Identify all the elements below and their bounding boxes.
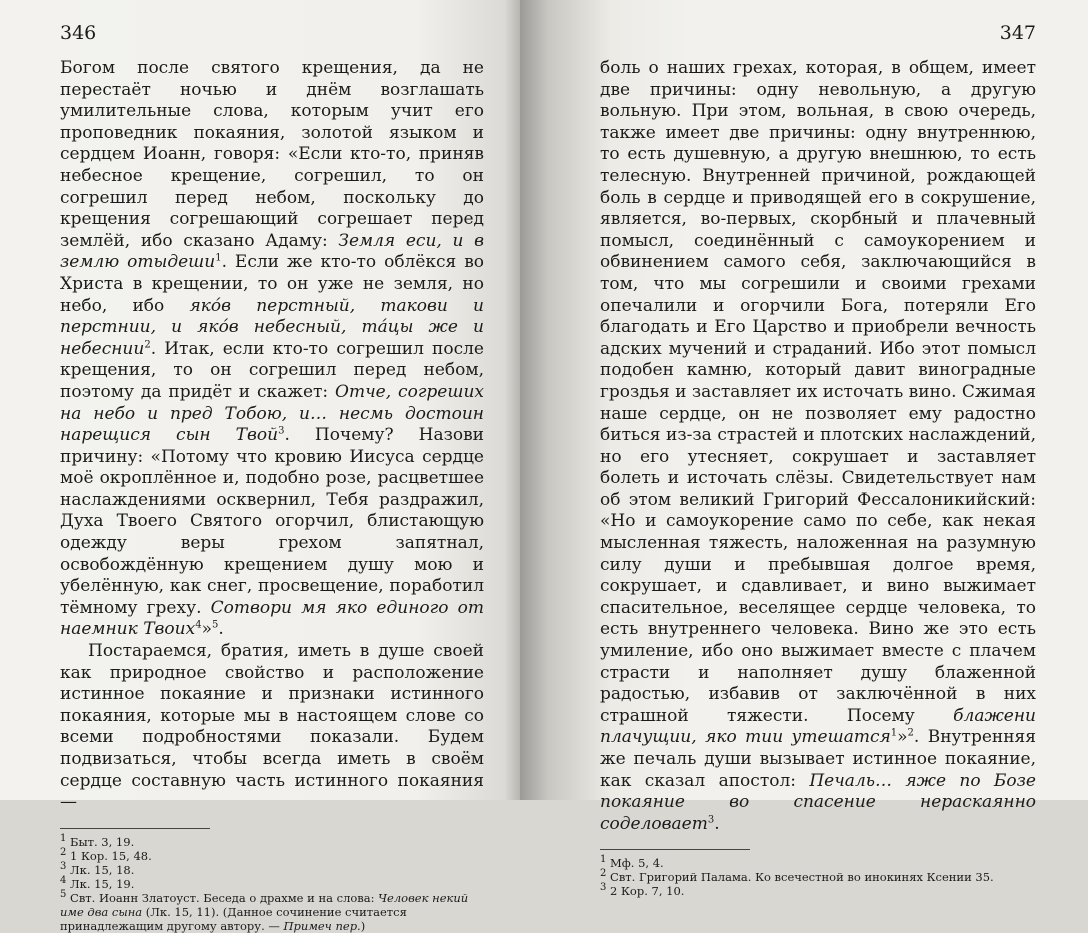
footnote-marker: 3 <box>278 425 285 437</box>
footnote-marker: 4 <box>195 619 202 631</box>
text-run: 2 Кор. 7, 10. <box>606 884 685 899</box>
text-run: » <box>897 727 908 748</box>
footnotes-right <box>600 856 1036 898</box>
italic-quote: Земля еси, и в землю отыдеши <box>60 230 484 273</box>
footnote-marker: 3 <box>707 814 715 826</box>
left-page <box>0 0 520 933</box>
text-run: Свт. Григорий Палама. Ко всечестной во инокинях Ксении 35. <box>606 870 994 885</box>
footnote-divider <box>60 828 210 829</box>
text-run: . <box>218 619 224 640</box>
footnote-marker: 4 <box>60 874 67 886</box>
page-number-left: 346 <box>60 22 97 44</box>
footnote-marker: 1 <box>215 252 222 264</box>
footnote <box>60 832 484 849</box>
footnote-marker: 2 <box>907 727 914 739</box>
text-run: . Внутренняя же печаль души вызывает истинное покаяние, как сказал апостол: <box>600 727 1037 791</box>
body-text-left <box>60 58 484 814</box>
italic-quote: яко́в перстный, такови и перстнии, и яко́в небесный, та́цы же и небеснии <box>60 295 484 359</box>
footnote <box>60 888 484 933</box>
text-run: Лк. 15, 19. <box>66 876 135 891</box>
italic-quote: Сотвори мя яко единого от наемник Твоих <box>60 597 484 640</box>
footnote <box>60 860 484 877</box>
text-run: Мф. 5, 4. <box>606 856 664 871</box>
footnote <box>600 856 1036 870</box>
footnote-marker: 1 <box>600 854 607 866</box>
footnote-marker: 1 <box>60 832 67 844</box>
text-run: ) <box>360 918 366 933</box>
text-run: » <box>201 619 212 640</box>
italic-quote: блажени плачущии, яко тии утешатся <box>600 705 1036 748</box>
italic-quote: Человек некий име два сына <box>60 890 469 919</box>
right-page <box>520 0 1088 899</box>
text-run: . Почему? Назови причину: «Потому что кровию Иисуса сердце моё окроплённое и, подобно розе, расцветшее наслаждениями осквернил, Тебя раздражил, Духа Твоего Святого огорчил, блистающую одежду веры грехом запятнал, освобождённую крещением душу мою и убелённую, как снег, просвещение, поработил тёмному греху. <box>60 425 484 618</box>
footnote-marker: 5 <box>60 888 67 900</box>
footnote <box>600 870 1036 884</box>
footnote-marker: 2 <box>60 846 67 858</box>
text-run: . Если же кто-то облёкся во Христа в крещении, то он уже не земля, но небо, ибо <box>60 252 484 316</box>
text-run: боль о наших грехах, которая, в общем, имеет две причины: одну невольную, а другую вольную. При этом, вольная, в свою очередь, также имеет две причины: одну внутреннюю, то есть душевную, а другую внешнюю, то есть телесную. Внутренней причиной, рождающей боль в сердце и приводящей его в сокрушение, является, во-первых, скорбный и плачевный помысл, соединённый с самоукорением и обвинением самого себя, заключающийся в том, что мы согрешили и своими грехами опечалили и огорчили Бога, потеряли Его благодать и Его Царство и приобрели вечность адских мучений и страданий. Ибо этот помысл подобен камню, который давит виноградные гроздья и заставляет их источать вино. Сжимая наше сердце, он не позволяет ему радостно биться из-за страстей и плотских наслаждений, но его утесняет, сокрушает и заставляет болеть и источать слёзы. Свидетельствует нам об этом великий Григорий Фессалоникийский: «Но и самоукорение само по себе, как некая мысленная тяжесть, наложенная на разумную силу души и пребывшая долгое время, сокрушает, и сдавливает, и вино выжимает спасительное, веселящее сердце человека, то есть внутреннего человека. Вино же это есть умиление, ибо оно выжимает вместе с плачем страсти и наполняет душу блаженной радостью, избавив от заключённой в них страшной тяжести. Посему <box>600 58 1036 726</box>
footnote-marker: 3 <box>60 860 67 872</box>
footnote-marker: 2 <box>600 868 607 880</box>
footnotes-left <box>60 832 484 933</box>
footnote <box>60 874 484 891</box>
footnote-marker: 1 <box>890 727 898 739</box>
footnote-marker: 3 <box>600 882 607 894</box>
text-run: Постараемся, братия, иметь в душе своей как природное свойство и расположение истинное покаяние и признаки истинного покаяния, которые мы в настоящем слове со всеми подробностями показали. Будем подвизаться, чтобы всегда иметь в своём сердце составную часть истинного покаяния — <box>60 641 484 813</box>
page-number-right: 347 <box>999 22 1036 44</box>
footnote-marker: 2 <box>144 339 151 351</box>
italic-quote: Печаль… яже по Бозе покаяние во спасение нераскаянно соделовает <box>600 770 1036 834</box>
text-run: Быт. 3, 19. <box>66 834 135 849</box>
text-run: (Лк. 15, 11). (Данное сочинение считается принадлежащим другому автору. — <box>60 904 407 933</box>
footnote <box>60 846 484 863</box>
body-text-right <box>600 58 1036 835</box>
paragraph <box>60 58 484 641</box>
paragraph <box>600 58 1036 835</box>
text-run: Богом после святого крещения, да не перестаёт ночью и днём возглашать умилительные слова, которым учит его проповедник покаяния, золотой языком и сердцем Иоанн, говоря: «Если кто-то, приняв небесное крещение, согрешил, то он согрешил перед небом, поскольку до крещения согрешающий согрешает перед землёй, ибо сказано Адаму: <box>60 58 484 251</box>
footnote-divider <box>600 849 750 850</box>
text-run: . Итак, если кто-то согрешил после крещения, то он согрешил перед небом, поэтому да придёт и скажет: <box>60 338 484 402</box>
footnote <box>600 884 1036 898</box>
italic-quote: Примеч пер. <box>283 918 361 933</box>
text-run: . <box>714 813 720 834</box>
italic-quote: Отче, согреших на небо и пред Тобою, и… несмь достоин нарещися сын Твой <box>60 381 484 446</box>
text-run: Лк. 15, 18. <box>66 862 135 877</box>
text-run: 1 Кор. 15, 48. <box>66 848 152 863</box>
text-run: Свт. Иоанн Златоуст. Беседа о драхме и на слова: <box>66 890 379 905</box>
footnote-marker: 5 <box>211 619 219 631</box>
paragraph <box>60 641 484 814</box>
